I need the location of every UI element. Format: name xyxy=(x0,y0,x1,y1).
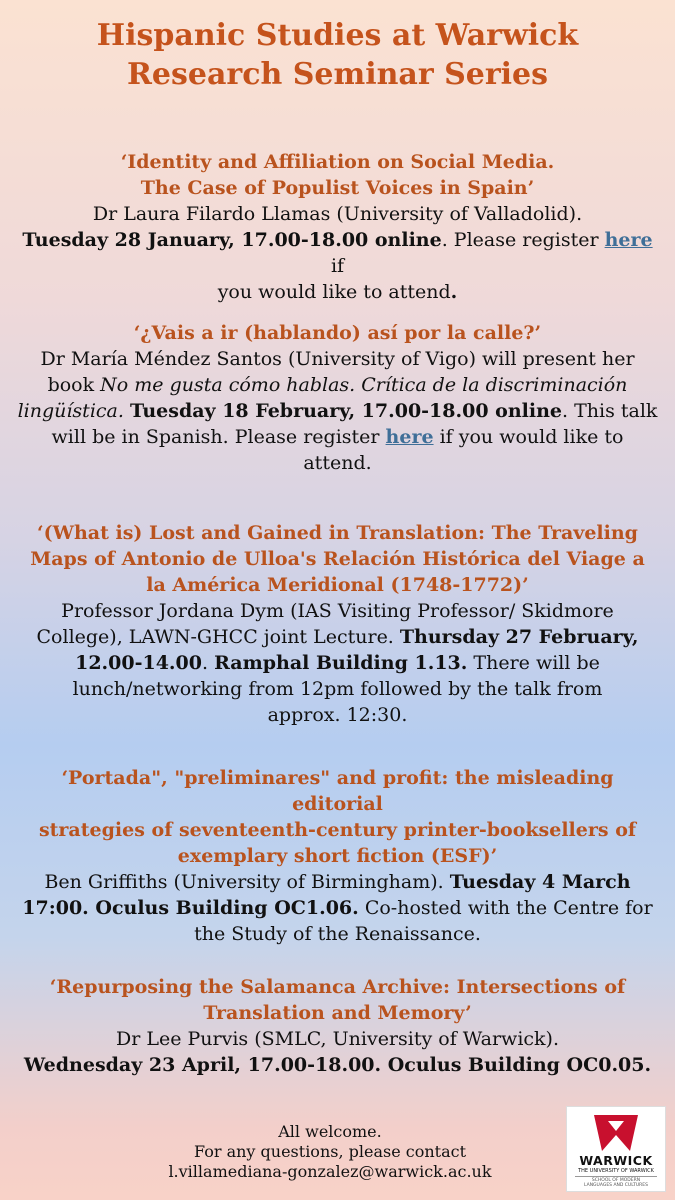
seminar-1: ‘Identity and Affiliation on Social Media. The Case of Populist Voices in Spain’ Dr Laura Filardo Llamas (University of Valladolid). Tuesday 28 January, 17.00-18.00 online. Please register here if you would like to attend. xyxy=(14,149,661,305)
seminar-5-speaker: Dr Lee Purvis (SMLC, University of Warwick). xyxy=(115,1028,559,1050)
header-subtitle: Research Seminar Series xyxy=(126,57,549,92)
page-header xyxy=(0,16,675,94)
seminar-4-title: ‘Portada", "preliminares" and profit: the misleading editorial strategies of seventeenth-century printer-booksellers of exemplary short fiction (ESF)’ xyxy=(38,767,637,867)
warwick-logo xyxy=(566,1106,666,1192)
seminar-1-details: Tuesday 28 January, 17.00-18.00 online. Please register here if xyxy=(22,229,653,277)
seminar-4-speaker: Ben Griffiths (University of Birmingham). xyxy=(44,871,450,893)
logo-wordmark: WARWICK xyxy=(579,1153,653,1168)
seminar-5-datetime: Wednesday 23 April, 17.00-18.00. Oculus Building OC0.05. xyxy=(23,1054,652,1076)
seminar-3-venue: Ramphal Building 1.13. xyxy=(214,652,468,674)
footer-welcome: All welcome. xyxy=(278,1122,382,1141)
seminar-3-speaker: Professor Jordana Dym (IAS Visiting Professor/ Skidmore xyxy=(61,600,614,622)
seminar-4-venue: 17:00. Oculus Building OC1.06. xyxy=(22,897,359,919)
seminar-1-register-link[interactable]: here xyxy=(604,229,653,251)
seminar-5 xyxy=(14,974,661,1078)
footer-questions: For any questions, please contact xyxy=(193,1142,467,1161)
seminar-3-title: ‘(What is) Lost and Gained in Translation: The Traveling Maps of Antonio de Ulloa's Relación Histórica del Viage a la América Meridional (1748-1772)’ xyxy=(30,522,645,596)
seminar-1-datetime: Tuesday 28 January, 17.00-18.00 online xyxy=(22,229,442,251)
seminar-2-speaker: Dr María Méndez Santos (University of Vigo) will present her xyxy=(40,348,635,370)
seminar-2-title: ‘¿Vais a ir (hablando) así por la calle?’ xyxy=(133,322,542,344)
warwick-logo-mark-icon xyxy=(594,1115,638,1151)
seminar-4: ‘Portada", "preliminares" and profit: the misleading editorial strategies of seventeenth-century printer-booksellers of exemplary short fiction (ESF)’ Ben Griffiths (University of Birmingham). Tuesday 4 March 17:00. Oculus Building OC1.06. Co-hosted with the Centre for the Study of the Renaissance. xyxy=(14,765,661,947)
seminar-2: ‘¿Vais a ir (hablando) así por la calle?’ Dr María Méndez Santos (University of Vigo) will present her book No me gusta cómo hablas. Crítica de la discriminación lingüística. Tuesday 18 February, 17.00-18.00 online. This talk will be in Spanish. Please register here if you would like to attend. xyxy=(14,320,661,476)
seminar-5-title: ‘Repurposing the Salamanca Archive: Intersections of Translation and Memory’ xyxy=(49,976,626,1024)
seminar-2-datetime: Tuesday 18 February, 17.00-18.00 online xyxy=(129,400,562,422)
seminar-1-title: ‘Identity and Affiliation on Social Media. The Case of Populist Voices in Spain’ xyxy=(120,151,555,199)
seminar-3-date: Thursday 27 February, xyxy=(399,626,639,648)
seminar-3-time: 12.00-14.00 xyxy=(75,652,202,674)
header-title: Hispanic Studies at Warwick xyxy=(96,18,579,53)
seminar-1-speaker: Dr Laura Filardo Llamas (University of Valladolid). xyxy=(92,203,583,225)
seminar-2-register-link[interactable]: here xyxy=(385,426,434,448)
logo-subtitle: THE UNIVERSITY OF WARWICK xyxy=(578,1168,654,1174)
footer-contact xyxy=(130,1122,530,1182)
footer-email[interactable]: l.villamediana-gonzalez@warwick.ac.uk xyxy=(168,1162,492,1181)
seminar-2-book-title: No me gusta cómo hablas. Crítica de la discriminación xyxy=(100,374,628,396)
logo-school: SCHOOL OF MODERN LANGUAGES AND CULTURES xyxy=(575,1176,657,1188)
seminar-4-date: Tuesday 4 March xyxy=(449,871,631,893)
seminar-3: ‘(What is) Lost and Gained in Translation: The Traveling Maps of Antonio de Ulloa's Relación Histórica del Viage a la América Meridional (1748-1772)’ Professor Jordana Dym (IAS Visiting Professor/ Skidmore College), LAWN-GHCC joint Lecture. Thursday 27 February, 12.00-14.00. Ramphal Building 1.13. There will be lunch/networking from 12pm followed by the talk from approx. 12:30. xyxy=(14,520,661,728)
